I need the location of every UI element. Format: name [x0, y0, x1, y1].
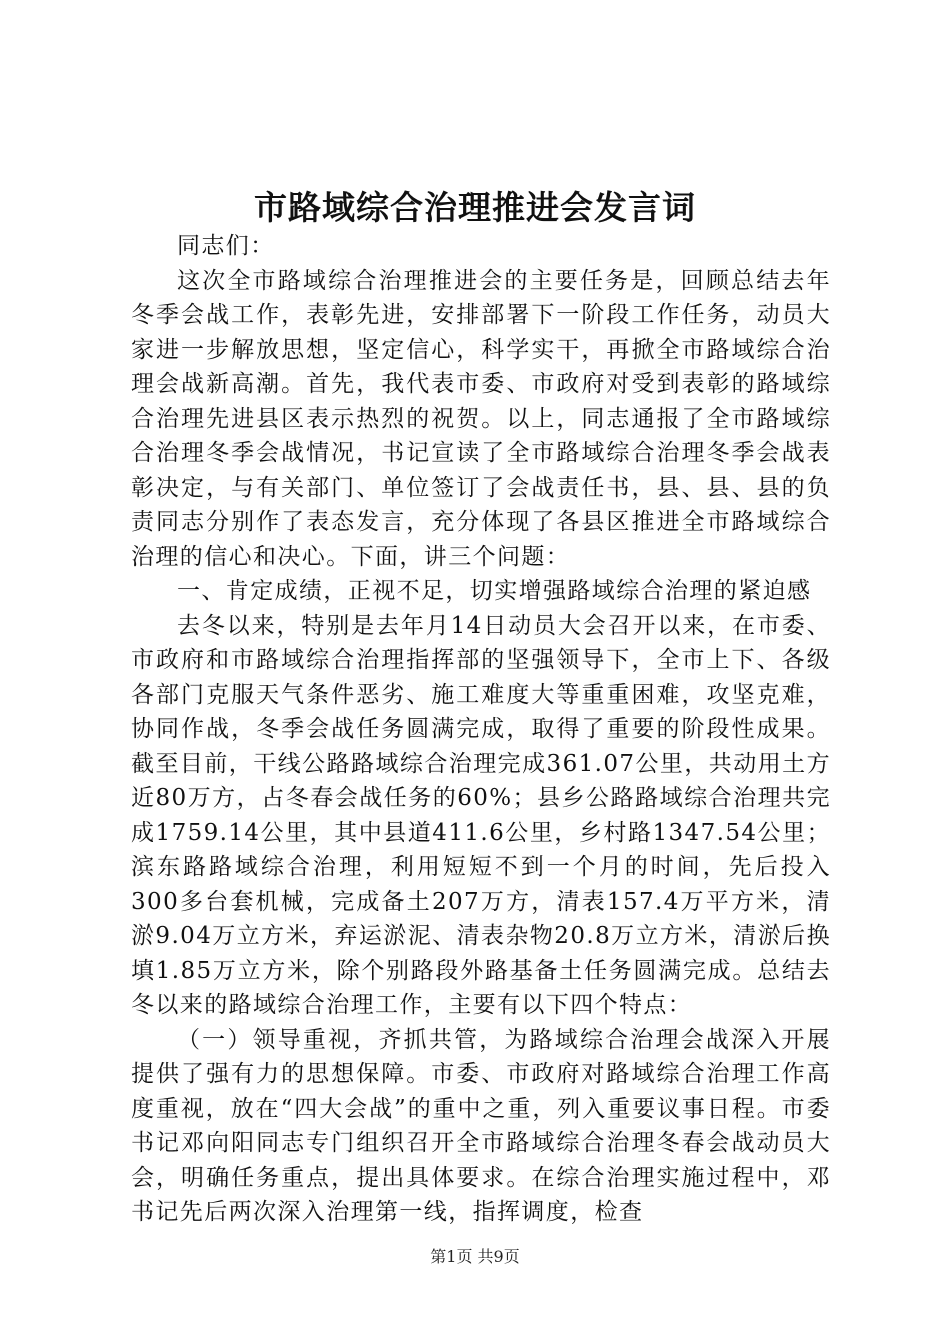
section-heading: 一、肯定成绩，正视不足，切实增强路域综合治理的紧迫感 [177, 578, 812, 604]
document-title: 市路域综合治理推进会发言词 [254, 188, 696, 227]
achievements-paragraph: 去冬以来，特别是去年月14日动员大会召开以来，在市委、市政府和市路域综合治理指挥部的坚强领导下，全市上下、各级各部门克服天气条件恶劣、施工难度大等重重困难，攻坚克难，协同作战，冬季会战任务圆满完成，取得了重要的阶段性成果。截至目前，干线公路路域综合治理完成361.07公里，共动用土方近80万方，占冬春会战任务的60%；县乡公路路域综合治理共完成1759.14公里，其中县道411.6公里，乡村路1347.54公里；滨东路路域综合治理，利用短短不到一个月的时间，先后投入300多台套机械，完成备土207万方，清表157.4万平方米，清淤9.04万立方米，弃运淤泥、清表杂物20.8万立方米，清淤后换填1.85万立方米，除个别路段外路基备土任务圆满完成。总结去冬以来的路域综合治理工作，主要有以下四个特点： [131, 612, 831, 1018]
intro-paragraph: 这次全市路域综合治理推进会的主要任务是，回顾总结去年冬季会战工作，表彰先进，安排部署下一阶段工作任务，动员大家进一步解放思想，坚定信心，科学实干，再掀全市路域综合治理会战新高潮。首先，我代表市委、市政府对受到表彰的路域综合治理先进县区表示热烈的祝贺。以上，同志通报了全市路域综合治理冬季会战情况，书记宣读了全市路域综合治理冬季会战表彰决定，与有关部门、单位签订了会战责任书，县、县、县的负责同志分别作了表态发言，充分体现了各县区推进全市路域综合治理的信心和决心。下面，讲三个问题： [131, 267, 831, 570]
page-number-footer: 第1页 共9页 [430, 1247, 520, 1266]
subsection-paragraph: （一）领导重视，齐抓共管，为路域综合治理会战深入开展提供了强有力的思想保障。市委、市政府对路域综合治理工作高度重视，放在“四大会战”的重中之重，列入重要议事日程。市委书记邓向阳同志专门组织召开全市路域综合治理冬春会战动员大会，明确任务重点，提出具体要求。在综合治理实施过程中，邓书记先后两次深入治理第一线，指挥调度，检查 [131, 1026, 831, 1225]
salutation-paragraph: 同志们： [177, 233, 275, 259]
document-body [131, 229, 831, 1230]
